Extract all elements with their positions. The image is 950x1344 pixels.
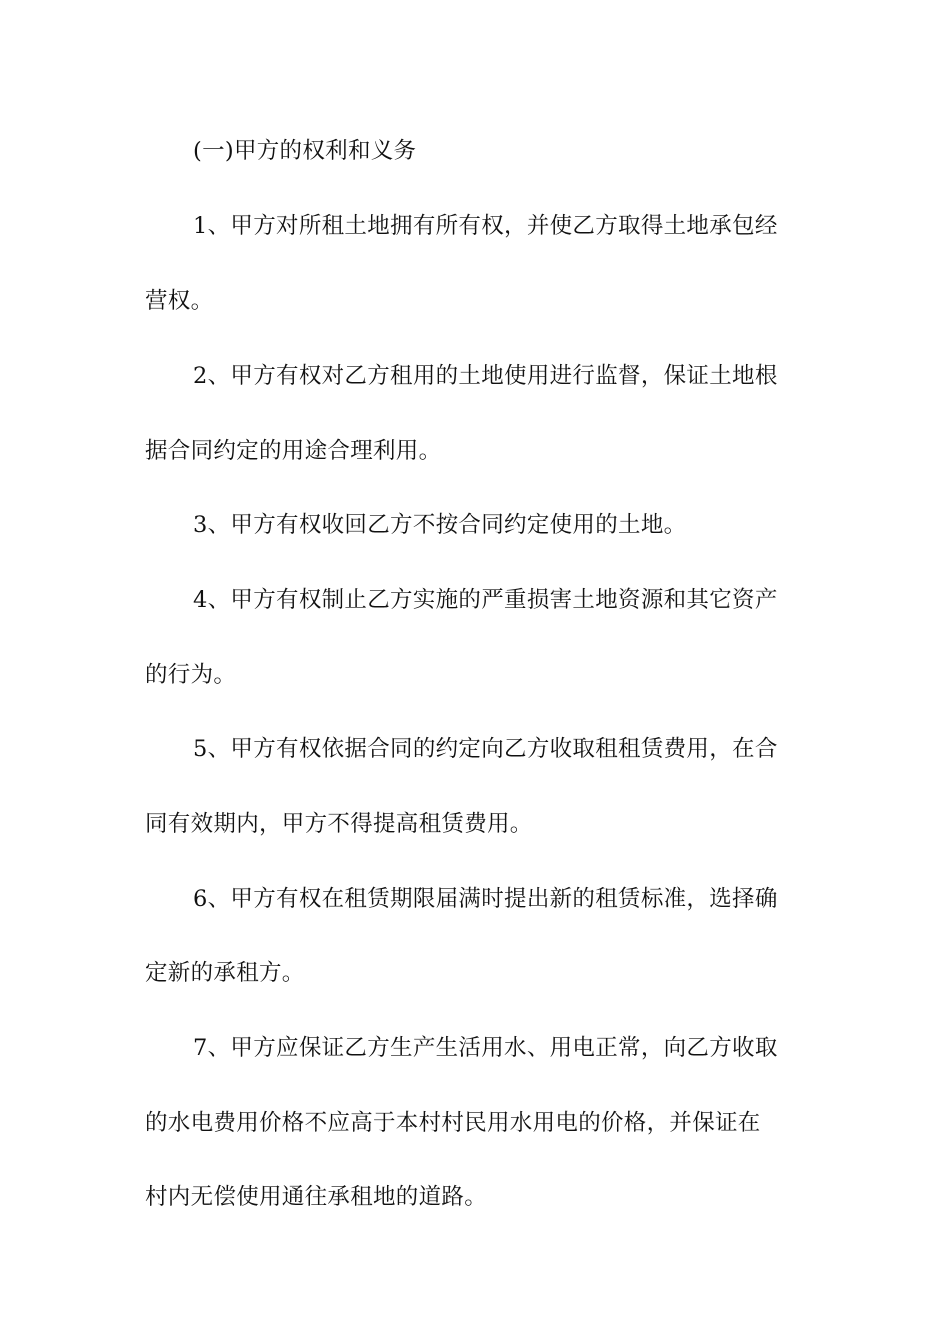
clause-6-line-1: 6、甲方有权在租赁期限届满时提出新的租赁标准，选择确 <box>193 886 778 912</box>
section-heading: (一)甲方的权利和义务 <box>193 138 417 164</box>
clause-2-line-1: 2、甲方有权对乙方租用的土地使用进行监督，保证土地根 <box>193 363 778 389</box>
clause-2-line-2: 据合同约定的用途合理利用。 <box>145 438 442 464</box>
clause-3-line-1: 3、甲方有权收回乙方不按合同约定使用的土地。 <box>193 512 687 538</box>
clause-4-line-1: 4、甲方有权制止乙方实施的严重损害土地资源和其它资产 <box>193 587 778 613</box>
clause-4-line-2: 的行为。 <box>145 662 237 688</box>
clause-7-line-3: 村内无偿使用通往承租地的道路。 <box>145 1184 488 1210</box>
clause-7-line-1: 7、甲方应保证乙方生产生活用水、用电正常，向乙方收取 <box>193 1035 778 1061</box>
clause-1-line-1: 1、甲方对所租土地拥有所有权，并使乙方取得土地承包经 <box>193 213 778 239</box>
clause-5-line-1: 5、甲方有权依据合同的约定向乙方收取租租赁费用，在合 <box>193 736 778 762</box>
clause-1-line-2: 营权。 <box>145 288 214 314</box>
clause-5-line-2: 同有效期内，甲方不得提高租赁费用。 <box>145 811 533 837</box>
clause-6-line-2: 定新的承租方。 <box>145 960 305 986</box>
clause-7-line-2: 的水电费用价格不应高于本村村民用水用电的价格，并保证在 <box>145 1110 761 1136</box>
